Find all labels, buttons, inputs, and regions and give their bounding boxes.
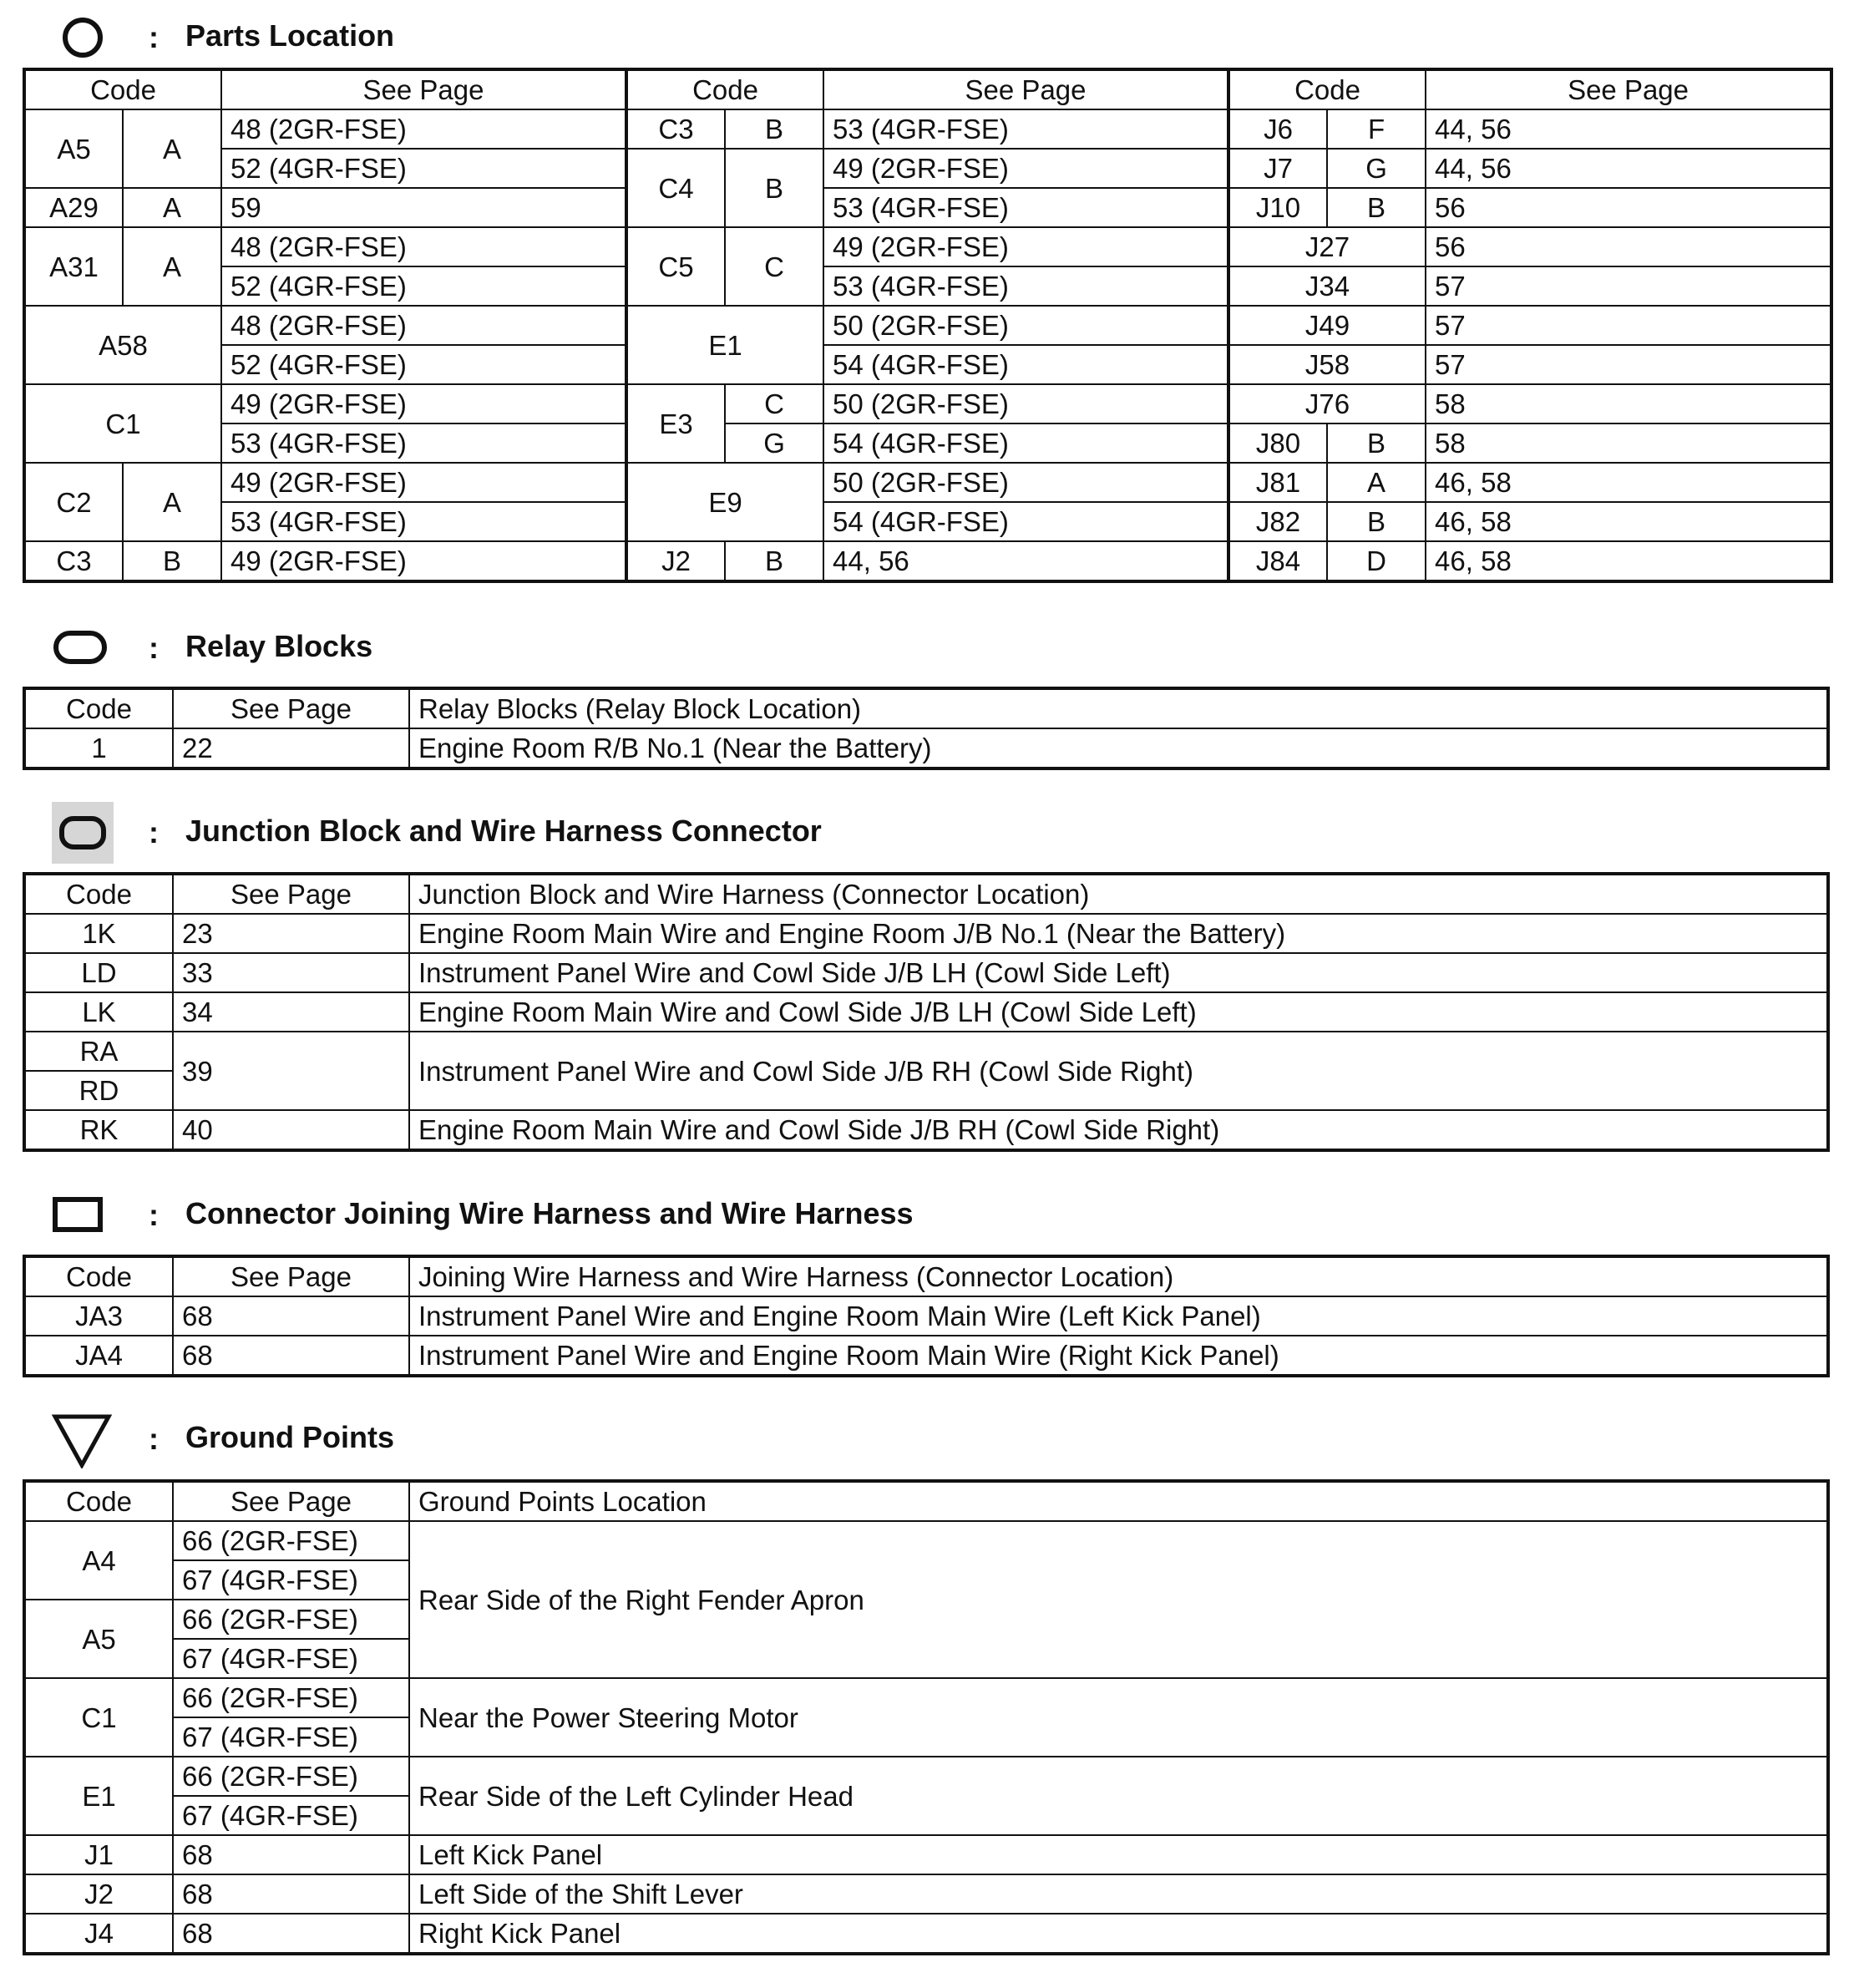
sub-code-cell: A <box>123 188 221 227</box>
page-cell: 46, 58 <box>1426 463 1831 502</box>
code-cell: J80 <box>1228 423 1327 463</box>
page-cell: 46, 58 <box>1426 502 1831 541</box>
table-row <box>24 914 1828 953</box>
connector-joining-title: Connector Joining Wire Harness and Wire Harness <box>185 1196 914 1230</box>
location-cell: Left Side of the Shift Lever <box>409 1874 1828 1914</box>
header-cell: See Page <box>1426 69 1831 109</box>
code-cell: E9 <box>626 463 823 541</box>
sub-code-cell: G <box>1327 149 1426 188</box>
page-cell: 53 (4GR-FSE) <box>823 266 1228 306</box>
page-cell: 48 (2GR-FSE) <box>221 306 626 345</box>
table-header-row <box>24 69 1831 109</box>
page-cell: 53 (4GR-FSE) <box>823 188 1228 227</box>
page-cell: 66 (2GR-FSE) <box>173 1521 409 1560</box>
page-cell: 58 <box>1426 423 1831 463</box>
location-cell: Rear Side of the Left Cylinder Head <box>409 1757 1828 1835</box>
code-cell: J34 <box>1228 266 1426 306</box>
page-cell: 44, 56 <box>1426 149 1831 188</box>
page-cell: 22 <box>173 728 409 768</box>
table-row <box>24 266 1831 306</box>
parts-location-title: Parts Location <box>185 18 395 53</box>
table-row <box>24 541 1831 581</box>
page-cell: 49 (2GR-FSE) <box>823 227 1228 266</box>
ground-points-header <box>0 1413 1854 1463</box>
table-row <box>24 728 1828 768</box>
page-cell: 67 (4GR-FSE) <box>173 1560 409 1600</box>
location-cell: Engine Room Main Wire and Engine Room J/B No.1 (Near the Battery) <box>409 914 1828 953</box>
page-cell: 56 <box>1426 188 1831 227</box>
location-cell: Engine Room R/B No.1 (Near the Battery) <box>409 728 1828 768</box>
parts-location-table <box>23 68 1833 583</box>
page-cell: 50 (2GR-FSE) <box>823 306 1228 345</box>
code-cell: RK <box>24 1110 173 1150</box>
page-cell: 67 (4GR-FSE) <box>173 1796 409 1835</box>
connector-joining-table <box>23 1255 1830 1377</box>
table-header-row <box>24 1256 1828 1296</box>
code-cell: LK <box>24 992 173 1032</box>
page-cell: 68 <box>173 1336 409 1376</box>
page-cell: 66 (2GR-FSE) <box>173 1678 409 1717</box>
code-cell: J76 <box>1228 384 1426 423</box>
sub-code-cell: A <box>123 109 221 188</box>
code-cell: J6 <box>1228 109 1327 149</box>
header-cell: See Page <box>173 874 409 914</box>
sub-code-cell: G <box>725 423 823 463</box>
table-row <box>24 992 1828 1032</box>
header-cell: See Page <box>173 1256 409 1296</box>
code-cell: C1 <box>24 384 221 463</box>
sub-code-cell: F <box>1327 109 1426 149</box>
page-cell: 50 (2GR-FSE) <box>823 384 1228 423</box>
page-cell: 39 <box>173 1032 409 1110</box>
code-cell: J27 <box>1228 227 1426 266</box>
header-cell: Code <box>626 69 823 109</box>
table-row <box>24 1110 1828 1150</box>
code-cell: C1 <box>24 1678 173 1757</box>
page-cell: 52 (4GR-FSE) <box>221 149 626 188</box>
header-cell: See Page <box>173 688 409 728</box>
page-cell: 68 <box>173 1835 409 1874</box>
page-cell: 68 <box>173 1874 409 1914</box>
table-row <box>24 423 1831 463</box>
junction-block-title: Junction Block and Wire Harness Connector <box>185 814 822 848</box>
code-cell: J82 <box>1228 502 1327 541</box>
location-cell: Instrument Panel Wire and Cowl Side J/B RH (Cowl Side Right) <box>409 1032 1828 1110</box>
header-cell: Code <box>24 1481 173 1521</box>
code-cell: J49 <box>1228 306 1426 345</box>
sub-code-cell: B <box>1327 188 1426 227</box>
page-cell: 33 <box>173 953 409 992</box>
code-cell: E3 <box>626 384 725 463</box>
code-cell: J81 <box>1228 463 1327 502</box>
code-cell: C2 <box>24 463 123 541</box>
header-cell: Code <box>24 874 173 914</box>
location-cell: Instrument Panel Wire and Engine Room Main Wire (Left Kick Panel) <box>409 1296 1828 1336</box>
sub-code-cell: B <box>725 149 823 227</box>
page-cell: 53 (4GR-FSE) <box>823 109 1228 149</box>
table-row <box>24 109 1831 149</box>
sub-code-cell: D <box>1327 541 1426 581</box>
table-header-row <box>24 688 1828 728</box>
page-cell: 50 (2GR-FSE) <box>823 463 1228 502</box>
page-cell: 49 (2GR-FSE) <box>221 463 626 502</box>
location-cell: Instrument Panel Wire and Cowl Side J/B LH (Cowl Side Left) <box>409 953 1828 992</box>
header-cell: Ground Points Location <box>409 1481 1828 1521</box>
ground-points-title: Ground Points <box>185 1420 394 1454</box>
code-cell: C5 <box>626 227 725 306</box>
sub-code-cell: B <box>1327 502 1426 541</box>
page-cell: 67 (4GR-FSE) <box>173 1717 409 1757</box>
table-header-row <box>24 874 1828 914</box>
code-cell: A31 <box>24 227 123 306</box>
code-cell: E1 <box>24 1757 173 1835</box>
table-row <box>24 384 1831 423</box>
page-cell: 49 (2GR-FSE) <box>221 541 626 581</box>
table-header-row <box>24 1481 1828 1521</box>
relay-blocks-table <box>23 687 1830 770</box>
circle-icon <box>52 12 114 62</box>
sub-code-cell: B <box>725 109 823 149</box>
page-cell: 54 (4GR-FSE) <box>823 345 1228 384</box>
sub-code-cell: B <box>1327 423 1426 463</box>
page-cell: 57 <box>1426 345 1831 384</box>
sub-code-cell: A <box>123 227 221 306</box>
code-cell: 1K <box>24 914 173 953</box>
location-cell: Engine Room Main Wire and Cowl Side J/B LH (Cowl Side Left) <box>409 992 1828 1032</box>
code-cell: J10 <box>1228 188 1327 227</box>
code-cell: A58 <box>24 306 221 384</box>
junction-block-header <box>0 807 1854 857</box>
table-row <box>24 1874 1828 1914</box>
code-cell: A5 <box>24 1600 173 1678</box>
code-cell: RD <box>24 1071 173 1110</box>
code-cell: J58 <box>1228 345 1426 384</box>
rounded-oval-icon <box>52 622 114 672</box>
code-cell: C3 <box>24 541 123 581</box>
page-cell: 46, 58 <box>1426 541 1831 581</box>
code-cell: A4 <box>24 1521 173 1600</box>
code-cell: J1 <box>24 1835 173 1874</box>
table-row <box>24 188 1831 227</box>
table-row <box>24 306 1831 345</box>
page-cell: 57 <box>1426 306 1831 345</box>
page-cell: 68 <box>173 1296 409 1336</box>
header-cell: Code <box>24 688 173 728</box>
page-cell: 67 (4GR-FSE) <box>173 1639 409 1678</box>
header-cell: See Page <box>173 1481 409 1521</box>
section-colon: : <box>149 1422 159 1456</box>
page-cell: 54 (4GR-FSE) <box>823 423 1228 463</box>
page-cell: 53 (4GR-FSE) <box>221 423 626 463</box>
sub-code-cell: C <box>725 227 823 306</box>
page-cell: 44, 56 <box>1426 109 1831 149</box>
table-row <box>24 345 1831 384</box>
table-row <box>24 149 1831 188</box>
table-row <box>24 1336 1828 1376</box>
code-cell: 1 <box>24 728 173 768</box>
code-cell: J7 <box>1228 149 1327 188</box>
junction-block-table <box>23 872 1830 1152</box>
code-cell: C4 <box>626 149 725 227</box>
header-cell: See Page <box>221 69 626 109</box>
table-row <box>24 463 1831 502</box>
parts-location-header <box>0 12 1854 62</box>
relay-blocks-title: Relay Blocks <box>185 629 373 663</box>
page-cell: 48 (2GR-FSE) <box>221 227 626 266</box>
page-cell: 44, 56 <box>823 541 1228 581</box>
relay-blocks-header <box>0 622 1854 672</box>
code-cell: RA <box>24 1032 173 1071</box>
code-cell: JA3 <box>24 1296 173 1336</box>
page-cell: 40 <box>173 1110 409 1150</box>
code-cell: A29 <box>24 188 123 227</box>
code-cell: E1 <box>626 306 823 384</box>
section-colon: : <box>149 631 159 665</box>
page-cell: 68 <box>173 1914 409 1954</box>
header-cell: Joining Wire Harness and Wire Harness (Connector Location) <box>409 1256 1828 1296</box>
location-cell: Instrument Panel Wire and Engine Room Main Wire (Right Kick Panel) <box>409 1336 1828 1376</box>
location-cell: Right Kick Panel <box>409 1914 1828 1954</box>
page-cell: 66 (2GR-FSE) <box>173 1757 409 1796</box>
location-cell: Engine Room Main Wire and Cowl Side J/B RH (Cowl Side Right) <box>409 1110 1828 1150</box>
code-cell: JA4 <box>24 1336 173 1376</box>
page-cell: 66 (2GR-FSE) <box>173 1600 409 1639</box>
table-row <box>24 502 1831 541</box>
sub-code-cell: B <box>123 541 221 581</box>
header-cell: Relay Blocks (Relay Block Location) <box>409 688 1828 728</box>
connector-joining-header <box>0 1189 1854 1240</box>
header-cell: Code <box>24 1256 173 1296</box>
table-row <box>24 227 1831 266</box>
header-cell: Code <box>24 69 221 109</box>
page-cell: 52 (4GR-FSE) <box>221 266 626 306</box>
code-cell: J2 <box>24 1874 173 1914</box>
table-row <box>24 1757 1828 1796</box>
table-row <box>24 1835 1828 1874</box>
location-cell: Left Kick Panel <box>409 1835 1828 1874</box>
table-row <box>24 953 1828 992</box>
table-row <box>24 1914 1828 1954</box>
code-cell: C3 <box>626 109 725 149</box>
table-row <box>24 1032 1828 1071</box>
sub-code-cell: C <box>725 384 823 423</box>
code-cell: J4 <box>24 1914 173 1954</box>
page-cell: 52 (4GR-FSE) <box>221 345 626 384</box>
sub-code-cell: A <box>1327 463 1426 502</box>
page-cell: 23 <box>173 914 409 953</box>
page-cell: 57 <box>1426 266 1831 306</box>
page-cell: 53 (4GR-FSE) <box>221 502 626 541</box>
page-cell: 49 (2GR-FSE) <box>823 149 1228 188</box>
table-row <box>24 1521 1828 1560</box>
page-cell: 56 <box>1426 227 1831 266</box>
table-row <box>24 1296 1828 1336</box>
location-cell: Rear Side of the Right Fender Apron <box>409 1521 1828 1678</box>
page-cell: 34 <box>173 992 409 1032</box>
header-cell: Junction Block and Wire Harness (Connector Location) <box>409 874 1828 914</box>
header-cell: Code <box>1228 69 1426 109</box>
header-cell: See Page <box>823 69 1228 109</box>
location-cell: Near the Power Steering Motor <box>409 1678 1828 1757</box>
table-row <box>24 1678 1828 1717</box>
code-cell: J2 <box>626 541 725 581</box>
page-cell: 59 <box>221 188 626 227</box>
ground-points-table <box>23 1479 1830 1955</box>
sub-code-cell: B <box>725 541 823 581</box>
section-colon: : <box>149 20 159 54</box>
section-colon: : <box>149 815 159 849</box>
code-cell: LD <box>24 953 173 992</box>
page-cell: 49 (2GR-FSE) <box>221 384 626 423</box>
page-cell: 54 (4GR-FSE) <box>823 502 1228 541</box>
code-cell: J84 <box>1228 541 1327 581</box>
shaded-rounded-icon <box>52 807 114 857</box>
page-cell: 58 <box>1426 384 1831 423</box>
code-cell: A5 <box>24 109 123 188</box>
page-cell: 48 (2GR-FSE) <box>221 109 626 149</box>
section-colon: : <box>149 1198 159 1232</box>
rectangle-icon <box>52 1189 114 1240</box>
sub-code-cell: A <box>123 463 221 541</box>
triangle-down-icon <box>52 1413 114 1463</box>
